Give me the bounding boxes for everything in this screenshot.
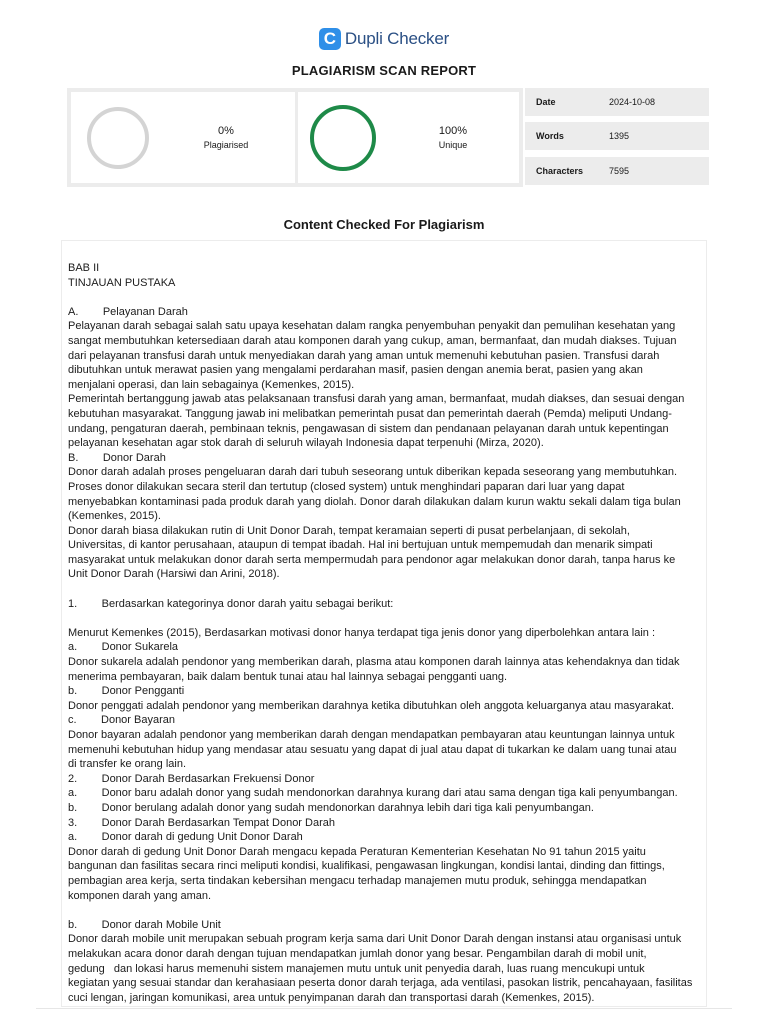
content-line: Donor darah biasa dilakukan rutin di Unit Donor Darah, tempat keramaian seperti di pusat perbelanjaan, di sekolah, bbox=[68, 524, 630, 537]
content-line: a. Donor darah di gedung Unit Donor Darah bbox=[68, 831, 303, 844]
content-line: c. Donor Bayaran bbox=[68, 714, 175, 727]
content-line: di transfer ke orang lain. bbox=[68, 758, 187, 771]
content-line: melakukan acara donor darah dengan tujuan mendapatkan jumlah donor yang besar. Pengambilan darah di mobil unit, bbox=[68, 947, 647, 960]
meta-key: Characters bbox=[536, 166, 584, 176]
meta-key: Date bbox=[536, 97, 556, 107]
content-line: Donor bayaran adalah pendonor yang memberikan darah dengan mendapatkan pembayaran atau keuntungan lainnya untuk bbox=[68, 729, 675, 741]
content-line: Proses donor dilakukan secara steril dan tertutup (closed system) untuk menghindari paparan dari luar yang dapat bbox=[68, 480, 625, 493]
meta-value: 2024-10-08 bbox=[609, 97, 656, 107]
content-line: Donor darah mobile unit merupakan sebuah program kerja sama dari Unit Donor Darah dengan instansi atau organisasi untuk bbox=[68, 933, 682, 946]
content-line: (Kemenkes, 2015). bbox=[68, 510, 161, 523]
content-line: A. Pelayanan Darah bbox=[68, 305, 188, 318]
report-title: PLAGIARISM SCAN REPORT bbox=[291, 63, 477, 78]
plagiarised-card bbox=[71, 92, 295, 183]
meta-row-date bbox=[525, 88, 709, 116]
content-line: dibutuhkan untuk merawat pasien yang mengalami perdarahan masif, pasien dengan anemia berat, pasien yang akan bbox=[68, 364, 643, 377]
unique-value: 100% bbox=[438, 125, 468, 137]
unique-label: Unique bbox=[438, 140, 468, 150]
plagiarised-ring-icon bbox=[87, 107, 149, 169]
content-line: a. Donor Sukarela bbox=[68, 641, 179, 654]
brand-mark-icon: C bbox=[319, 28, 341, 50]
content-line: komponen darah yang aman. bbox=[68, 889, 212, 902]
content-line: menjalani operasi, dan lain sebagainya (Kemenkes, 2015). bbox=[68, 378, 355, 391]
content-line: Universitas, di kantor perusahaan, ataupun di tempat ibadah. Hal ini bertujuan untuk mempemudah dan menarik simpati bbox=[68, 539, 653, 552]
meta-row-characters bbox=[525, 157, 709, 185]
content-line: bangunan dan fasilitas secara rinci meliputi kondisi, kualifikasi, pengawasan lingkungan, kondisi lantai, dinding dan fittings, bbox=[68, 860, 665, 873]
checked-content bbox=[68, 261, 718, 1005]
content-line: menerima pembayaran, baik dalam bentuk tunai atau hal lainnya sebagai pengganti uang. bbox=[68, 670, 508, 683]
brand-logo bbox=[0, 28, 768, 50]
content-line: pembagian area kerja, serta tindakan kebersihan mengacu terhadap manajemen mutu produk, sehingga mendapatkan bbox=[68, 874, 647, 887]
unique-card bbox=[298, 92, 519, 183]
content-line: masyarakat untuk melakukan donor darah serta mempermudah para pendonor agar melakukan donor darah, tanpa harus ke bbox=[68, 553, 676, 566]
content-line: dari pelayanan transfusi darah untuk menyediakan darah yang aman untuk memenuhi kebutuhan pasien. Transfusi darah bbox=[68, 349, 660, 362]
content-line: TINJAUAN PUSTAKA bbox=[68, 276, 176, 289]
content-line: B. Donor Darah bbox=[68, 451, 166, 464]
content-line: Donor sukarela adalah pendonor yang memberikan darah, plasma atau komponen darah lainnya atas kehendaknya dan tidak bbox=[68, 656, 680, 669]
content-line: 3. Donor Darah Berdasarkan Tempat Donor Darah bbox=[68, 816, 335, 829]
content-line: Donor penggati adalah pendonor yang memberikan darahnya ketika dibutuhkan oleh anggota keluarganya atau masyarakat. bbox=[68, 699, 675, 712]
content-line: Menurut Kemenkes (2015), Berdasarkan motivasi donor hanya terdapat tiga jenis donor yang diperbolehkan antara lain : bbox=[68, 626, 656, 639]
meta-row-words bbox=[525, 122, 709, 150]
section-title: Content Checked For Plagiarism bbox=[283, 217, 485, 232]
content-line bbox=[68, 582, 718, 597]
content-line: Donor darah adalah proses pengeluaran darah dari tubuh seseorang untuk diberikan kepada seseorang yang membutuhkan. bbox=[68, 466, 678, 479]
content-line: gedung dan lokasi harus memenuhi sistem manajemen mutu untuk unit penyedia darah, luas ruang mencukupi untuk bbox=[68, 962, 645, 975]
content-line: kebutuhan masyarakat. Tanggung jawab ini melibatkan pemerintah pusat dan pemerintah daerah (Pemda) meliputi Undang- bbox=[68, 407, 672, 420]
content-line: b. Donor Pengganti bbox=[68, 685, 185, 698]
meta-value: 1395 bbox=[609, 131, 630, 141]
content-line: undang, pengaturan daerah, pembinaan teknis, pengawasan di sistem dan pendanaan pelayanan darah untuk kepentingan bbox=[68, 422, 669, 435]
footer-divider bbox=[36, 1008, 732, 1009]
meta-value: 7595 bbox=[609, 166, 630, 176]
unique-ring-icon bbox=[310, 105, 376, 171]
content-line: BAB II bbox=[68, 262, 100, 274]
content-line: memenuhi kebutuhan hidup yang mendasar atau sesuatu yang dapat di jual atau dapat di tukarkan ke dalam uang tunai atau bbox=[68, 743, 677, 756]
content-line: Pemerintah bertanggung jawab atas pelaksanaan transfusi darah yang aman, bermanfaat, mudah diakses, dan sesuai dengan bbox=[68, 393, 685, 406]
content-line: 2. Donor Darah Berdasarkan Frekuensi Donor bbox=[68, 772, 315, 785]
plagiarised-value: 0% bbox=[218, 125, 234, 137]
content-line: menyebabkan kontaminasi pada produk darah yang diolah. Donor darah dilakukan dalam kurun waktu sekali dalam tiga bulan bbox=[68, 495, 681, 508]
content-line: b. Donor darah Mobile Unit bbox=[68, 918, 221, 931]
content-line: sangat membutuhkan ketersediaan darah atau komponen darah yang cukup, aman, bermanfaat, dan mudah diakses. Tujuan bbox=[68, 334, 677, 347]
content-line: Unit Donor Darah (Harsiwi dan Arini, 2018). bbox=[68, 568, 280, 581]
content-line: Pelayanan darah sebagai salah satu upaya kesehatan dalam rangka penyembuhan penyakit dan pemulihan kesehatan yang bbox=[68, 320, 676, 333]
content-line bbox=[68, 290, 718, 305]
content-line: cuci lengan, jaringan komunikasi, area untuk penyimpanan darah dan transportasi darah (Kemenkes, 2015). bbox=[68, 991, 595, 1004]
content-line: a. Donor baru adalah donor yang sudah mendonorkan darahnya kurang dari atau sama dengan tiga kali penyumbangan. bbox=[68, 787, 678, 800]
content-line: kegiatan yang sesuai standar dan kerahasiaan peserta donor darah terjaga, ada ventilasi, pasokan listrik, pencahayaan, fasilitas bbox=[68, 977, 693, 990]
content-line: pelayanan kesehatan agar stok darah di seluruh wilayah Indonesia dapat terpenuhi (Mirza, 2020). bbox=[68, 437, 544, 450]
content-line bbox=[68, 611, 718, 626]
summary-panel bbox=[67, 88, 523, 187]
content-line: Donor darah di gedung Unit Donor Darah mengacu kepada Peraturan Kementerian Kesehatan No 91 tahun 2015 yaitu bbox=[68, 845, 646, 858]
content-line: 1. Berdasarkan kategorinya donor darah yaitu sebagai berikut: bbox=[68, 597, 394, 610]
content-line: b. Donor berulang adalah donor yang sudah mendonorkan darahnya lebih dari tiga kali penyumbangan. bbox=[68, 801, 594, 814]
meta-key: Words bbox=[536, 131, 564, 141]
content-line bbox=[68, 903, 718, 918]
plagiarised-label: Plagiarised bbox=[203, 140, 249, 150]
brand-name: Dupli Checker bbox=[344, 29, 450, 48]
